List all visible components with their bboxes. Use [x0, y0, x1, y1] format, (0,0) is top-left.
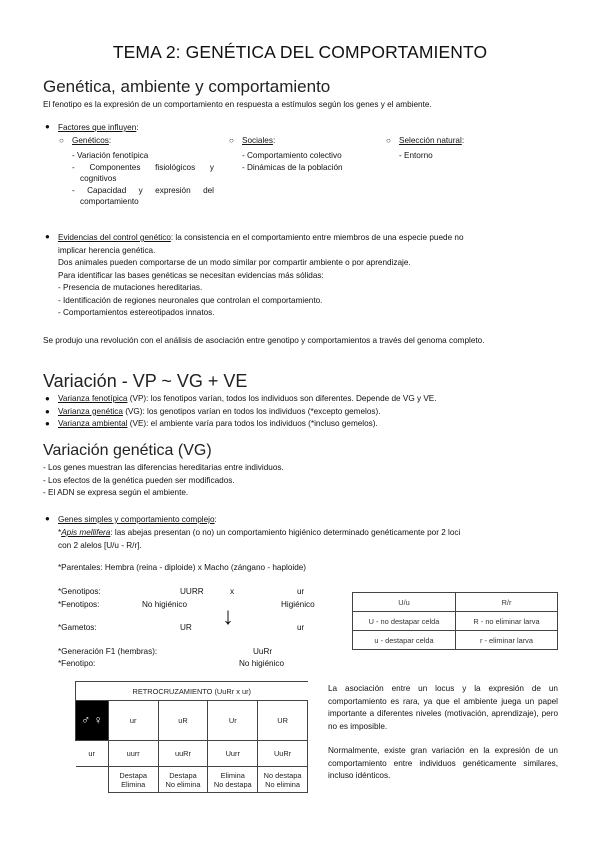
list-item: ● Varianza ambiental (VE): el ambiente varía para todos los individuos (*incluso gemelos).	[45, 418, 560, 431]
column-social-title: Sociales:	[242, 136, 276, 145]
apis-text-2: con 2 alelos [U/u - R/r].	[58, 540, 142, 550]
sex-symbol-icon: ♂ ♀	[76, 701, 109, 741]
section-heading-genetics: Genética, ambiente y comportamiento	[43, 77, 331, 96]
circle-bullet-icon: ○	[386, 136, 391, 145]
f1-phenotype-label: *Fenotipo:	[58, 659, 96, 668]
bullet-icon: ●	[45, 514, 50, 523]
phenotype-cell: Elimina No destapa	[208, 767, 258, 793]
genotype-cell: Uurr	[208, 741, 258, 767]
section-heading-variation: Variación - VP ~ VG + VE	[43, 371, 248, 391]
circle-bullet-icon: ○	[59, 136, 64, 145]
evidence-text: : la consistencia en el comportamiento entre miembros de una especie puede no	[170, 233, 464, 242]
variance-list	[45, 393, 560, 431]
column-genetic-title: Genéticos:	[72, 136, 112, 145]
table-row	[76, 682, 308, 701]
genes-label-line: Genes simples y comportamiento complejo:	[58, 515, 217, 524]
list-item: - Los efectos de la genética pueden ser modificados.	[43, 475, 235, 485]
column-social	[242, 150, 382, 173]
bullet-icon: ●	[45, 232, 50, 241]
table-row	[76, 701, 308, 741]
phenotype-cell: Destapa Elimina	[108, 767, 158, 793]
table-cell: U - no destapar celda	[353, 612, 456, 631]
apis-block: *Apis mellifera: las abejas presentan (o no) un comportamiento higiénico determinado genéticamente por 2 loci con 2 alelos [U/u - R/r].	[58, 527, 558, 552]
section-heading-genetic-variation: Variación genética (VG)	[43, 442, 212, 459]
evidence-label: Evidencias del control genético	[58, 233, 171, 242]
f1-label: *Generación F1 (hembras):	[58, 647, 158, 656]
table-row	[76, 741, 308, 767]
f1-phenotype-value: No higiénico	[239, 659, 285, 668]
gamete-male: ur	[297, 623, 305, 632]
association-text-2: Normalmente, existe gran variación en la expresión de un comportamiento entre individuos genéticamente similares, incluso idénticos.	[328, 746, 558, 780]
phenotype-male: Higiénico	[281, 600, 315, 609]
list-item: - Variación fenotípica	[72, 151, 149, 160]
factors-label: Factores que influyen	[58, 123, 137, 132]
revolution-text: Se produjo una revolución con el análisis de asociación entre genotipo y comportamientos a través del genoma completo.	[43, 336, 485, 345]
phenotypes-label: *Fenotipos:	[58, 600, 100, 609]
gamete-female: UR	[180, 623, 192, 632]
bullet-icon: ●	[45, 394, 50, 403]
factors-line: Factores que influyen:	[58, 123, 139, 132]
list-item: - El ADN se expresa según el ambiente.	[43, 488, 189, 497]
genotypes-label: *Genotipos:	[58, 587, 101, 596]
page-title: TEMA 2: GENÉTICA DEL COMPORTAMIENTO	[112, 42, 488, 62]
list-item: - Los genes muestran las diferencias hereditarias entre individuos.	[43, 463, 284, 472]
phenotype-cell: Destapa No elimina	[158, 767, 208, 793]
gametes-label: *Gametos:	[58, 623, 97, 632]
genes-label: Genes simples y comportamiento complejo	[58, 515, 215, 524]
table-row	[353, 612, 558, 631]
list-item: ● Varianza fenotípica (VP): los fenotipos varían, todos los individuos son diferentes. Depende de VG y VE.	[45, 393, 560, 406]
list-item: ● Varianza genética (VG): los genotipos varían en todos los individuos (*excepto gemelos).	[45, 406, 560, 419]
phenotype-female: No higiénico	[142, 600, 188, 609]
table-cell: u - destapar celda	[353, 631, 456, 650]
row-gamete-cell: ur	[76, 741, 109, 767]
column-selection	[399, 150, 539, 162]
association-text-1: La asociación entre un locus y la expresión de un comportamiento es rara, ya que el ambiente juega un papel importante a diferentes niveles (motivación, aprendizaje), pero no es imposible.	[328, 684, 558, 731]
f1-value: UuRr	[253, 647, 273, 656]
list-item: - Componentes fisiológicos y	[72, 162, 214, 172]
list-item: - Entorno	[399, 151, 433, 160]
genotype-cell: uurr	[108, 741, 158, 767]
list-item: - Comportamiento colectivo	[242, 151, 342, 160]
table-row	[353, 593, 558, 612]
table-header-cell: U/u	[353, 593, 456, 612]
list-item: cognitivos	[80, 174, 117, 183]
cross-symbol: x	[230, 587, 235, 596]
bullet-icon: ●	[45, 406, 50, 416]
genotype-male: ur	[297, 587, 305, 596]
genetic-variation-lines	[43, 462, 284, 500]
evidence-block	[58, 232, 558, 320]
evidence-line: - Presencia de mutaciones hereditarias.	[58, 283, 203, 292]
table-cell: r - eliminar larva	[456, 631, 558, 650]
table-header-cell: R/r	[456, 593, 558, 612]
list-item: - Capacidad y expresión del	[72, 185, 214, 195]
evidence-line: - Comportamientos estereotipados innatos.	[58, 308, 215, 317]
list-item: comportamiento	[80, 197, 139, 206]
species-name: Apis mellifera	[61, 528, 111, 537]
down-arrow-icon: ↓	[222, 603, 234, 630]
backcross-title: RETROCRUZAMIENTO (UuRr x ur)	[76, 682, 308, 701]
table-cell: R - no eliminar larva	[456, 612, 558, 631]
gamete-cell: UR	[258, 701, 308, 741]
genotype-female: UURR	[180, 587, 204, 596]
bullet-icon: ●	[45, 122, 50, 131]
column-genetic	[72, 150, 214, 208]
genotype-cell: uuRr	[158, 741, 208, 767]
empty-cell	[76, 767, 109, 793]
evidence-line: Dos animales pueden comportarse de un modo similar por compartir ambiente o por aprendizaje.	[58, 258, 411, 267]
genotype-cell: UuRr	[258, 741, 308, 767]
allele-table	[352, 592, 558, 650]
list-item: - Dinámicas de la población	[242, 162, 343, 172]
gamete-cell: ur	[108, 701, 158, 741]
column-selection-title: Selección natural:	[399, 136, 465, 145]
table-row	[353, 631, 558, 650]
backcross-table	[75, 681, 308, 793]
bullet-icon: ●	[45, 419, 50, 428]
evidence-line: implicar herencia genética.	[58, 245, 156, 255]
intro-text: El fenotipo es la expresión de un comportamiento en respuesta a estímulos según los genes y el ambiente.	[43, 100, 432, 109]
evidence-line: - Identificación de regiones neuronales que controlan el comportamiento.	[58, 295, 323, 305]
table-row	[76, 767, 308, 793]
circle-bullet-icon: ○	[229, 136, 234, 145]
parents-line: *Parentales: Hembra (reina - diploide) x Macho (zángano - haploide)	[58, 563, 307, 572]
evidence-line: Para identificar las bases genéticas se necesitan evidencias más sólidas:	[58, 270, 324, 280]
phenotype-cell: No destapa No elimina	[258, 767, 308, 793]
gamete-cell: uR	[158, 701, 208, 741]
gamete-cell: Ur	[208, 701, 258, 741]
